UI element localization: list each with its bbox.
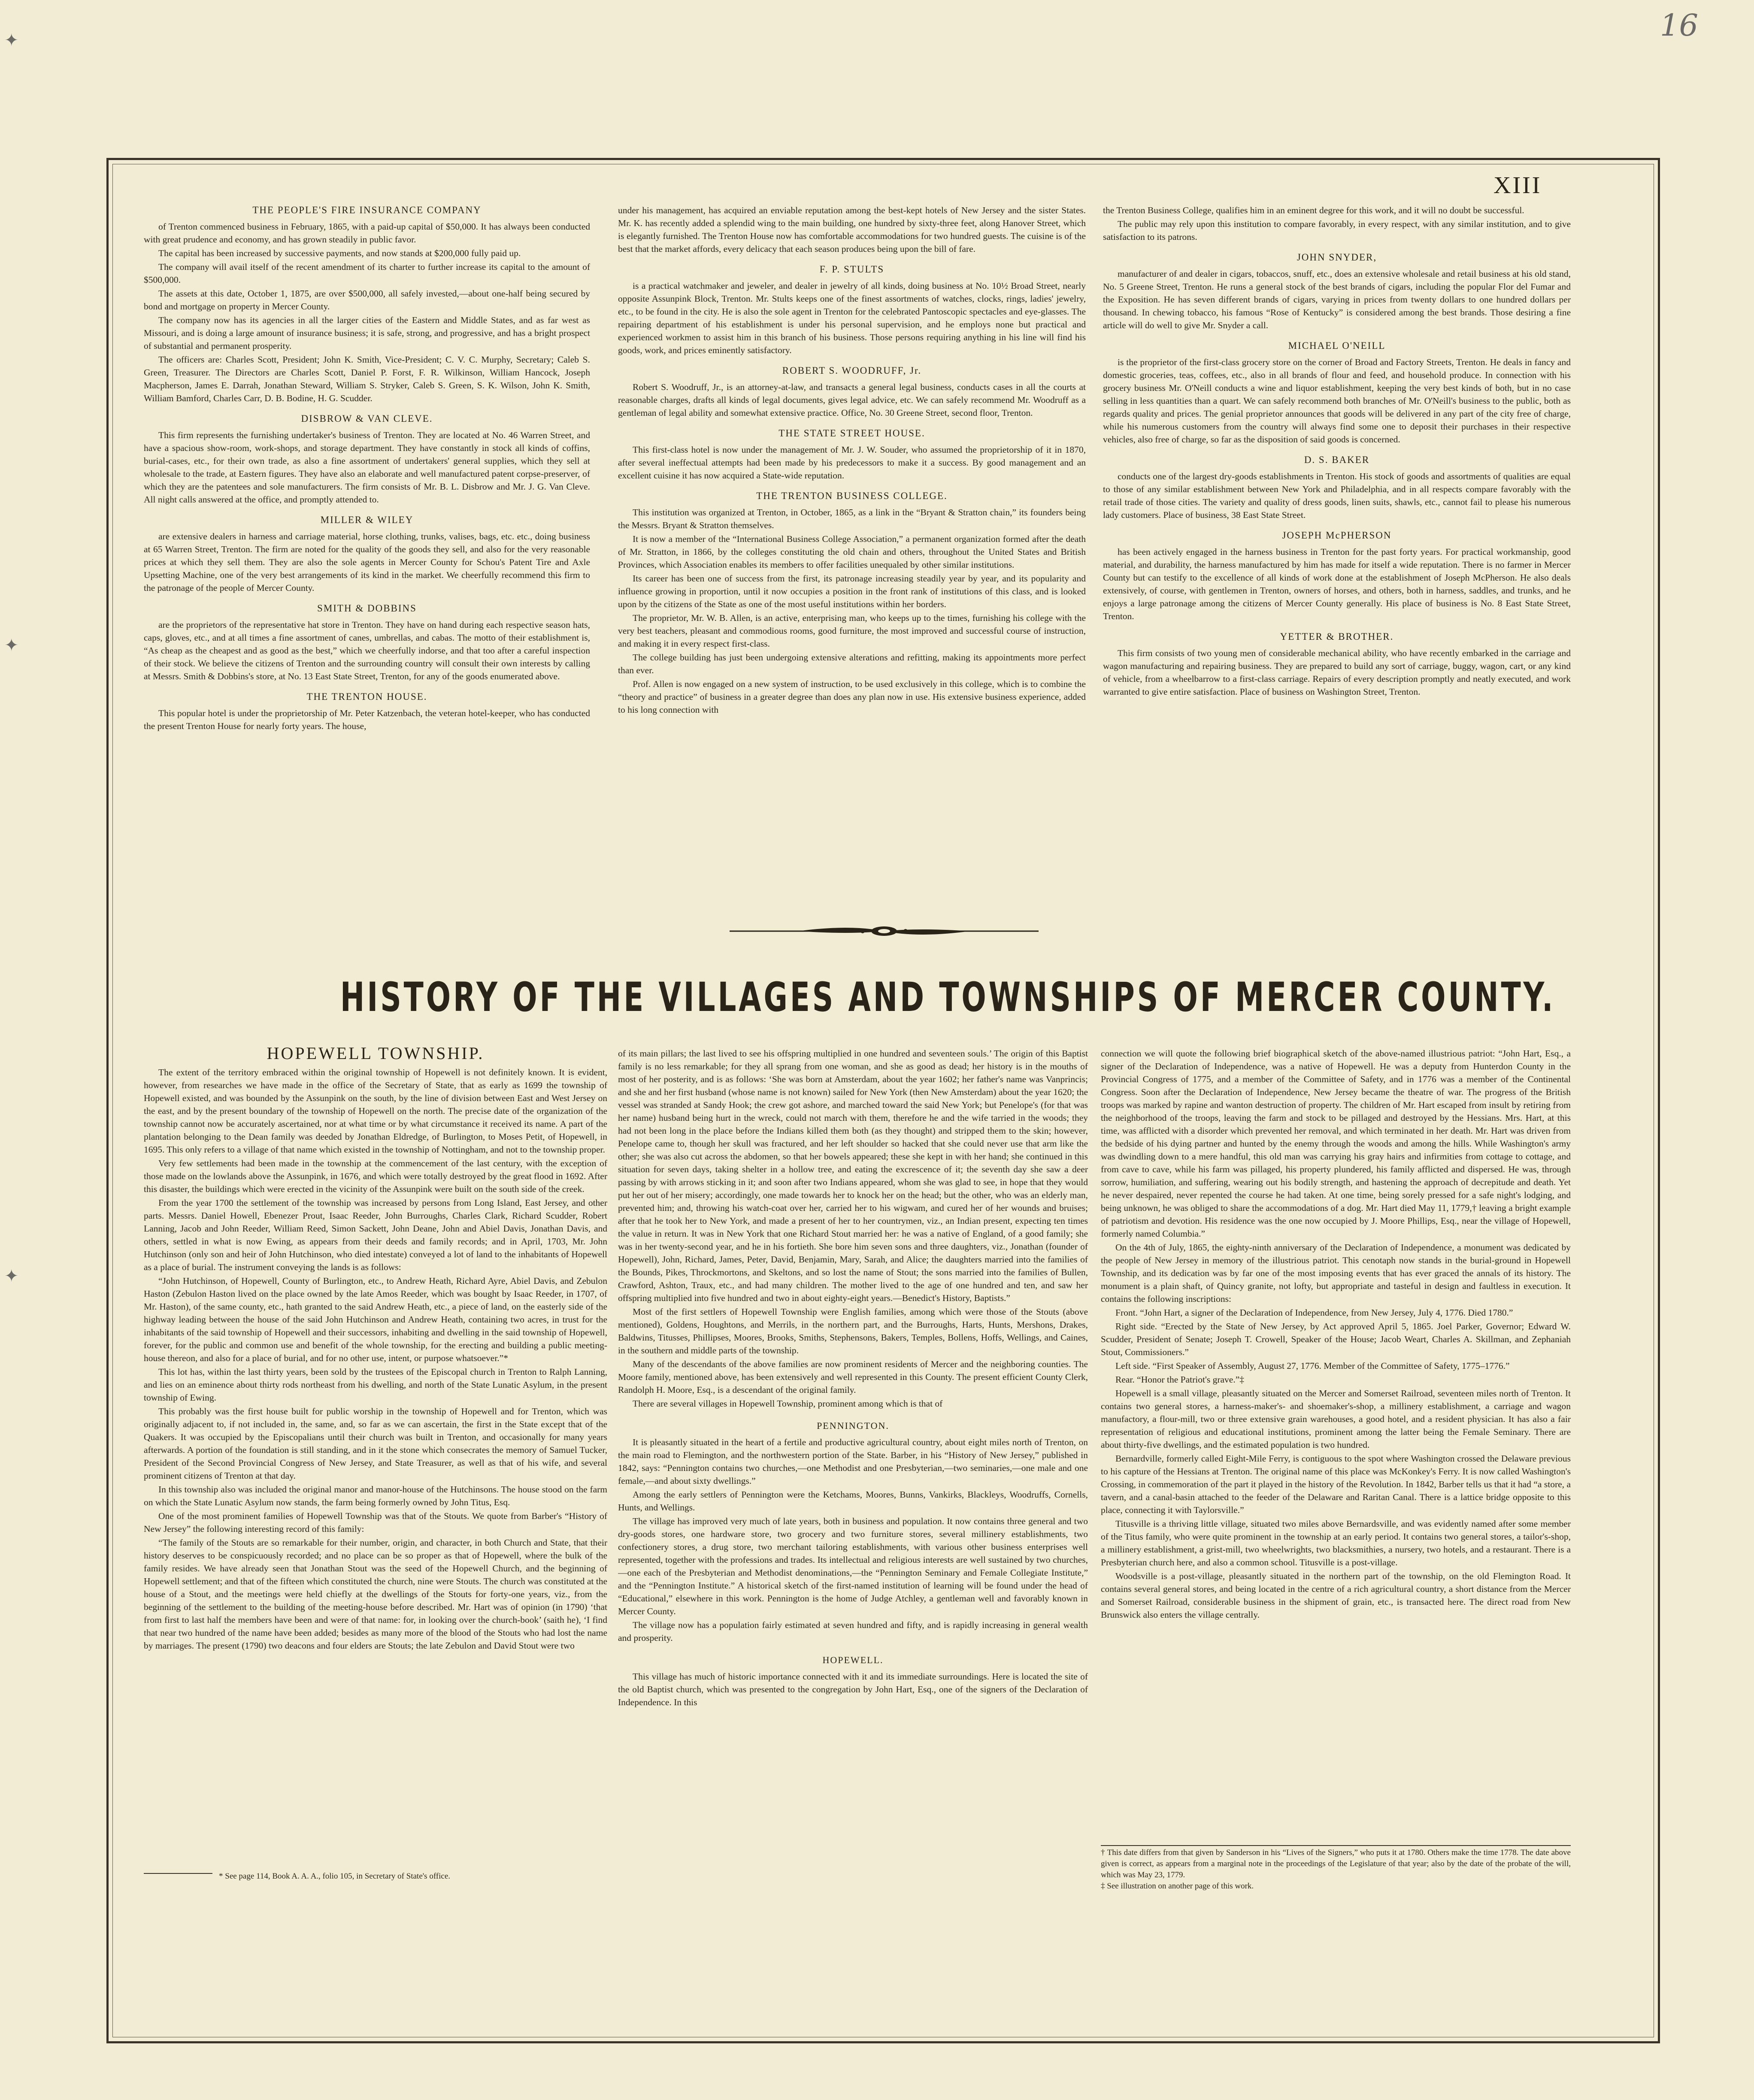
section-heading: D. S. BAKER — [1304, 454, 1370, 465]
history-column-3 — [1101, 1047, 1571, 1837]
footnote: ‡ See illustration on another page of this work. — [1101, 1882, 1254, 1891]
corner-mark: ✦ — [4, 30, 19, 50]
section-heading: MILLER & WILEY — [320, 514, 414, 525]
paragraph: Titusville is a thriving little village, situated two miles above Bernardsville, and was evidently named after some member of the Titus family, who were quite prominent in the township at an early period. It contains two general stores, a tailor's-shop, a millinery establishment, a grist-mill, two wheelwrights, two blacksmithies, a nursery, two hotels, and a restaurant. There is a Presbyterian church here, and also a common school. Titusville is a post-village. — [1101, 1519, 1571, 1567]
paragraph: This first-class hotel is now under the management of Mr. J. W. Souder, who assumed the proprietorship of it in 1870, after several ineffectual attempts had been made by his predecessors to make it a success. By good management and an excellent cuisine it has now acquired a State-wide reputation. — [618, 445, 1086, 481]
paragraph: The village now has a population fairly estimated at seven hundred and fifty, and is rapidly increasing in general wealth and prosperity. — [618, 1620, 1088, 1643]
paragraph: This firm consists of two young men of considerable mechanical ability, who have recently embarked in the carriage and wagon manufacturing and repairing business. They are prepared to build any sort of carriage, buggy, wagon, cart, or any kind of vehicle, from a wheelbarrow to a first-class carriage. Repairs of every description promptly and neatly executed, and work warranted to give entire satisfaction. Place of business on Washington Street, Trenton. — [1103, 648, 1571, 697]
paragraph: Very few settlements had been made in the township at the commencement of the last century, with the exception of those made on the lowlands above the Assunpink, in 1676, and which were totally destroyed by the great flood in 1692. After this disaster, the buildings which were erected in the vicinity of the Assunpink were built on the south side of the creek. — [144, 1158, 607, 1194]
paragraph: The assets at this date, October 1, 1875, are over $500,000, all safely invested,—about one-half being secured by bond and mortgage on property in Mercer County. — [144, 288, 590, 312]
paragraph: Prof. Allen is now engaged on a new system of instruction, to be used exclusively in this college, which is to combine the “theory and practice” of business in a greater degree than does any plan now in use. His extensive business experience, added to his long connection with — [618, 679, 1086, 715]
edge-mark: ✦ — [4, 1266, 19, 1286]
paragraph: “John Hutchinson, of Hopewell, County of Burlington, etc., to Andrew Heath, Richard Ayre, Abiel Davis, and Zebulon Haston (Zebulon Haston lived on the place owned by the late Amos Reeder, which was bought by Isaac Reeder, in 1707, of Mr. Haston), of the same county, etc., hath granted to the said Andrew Heath, etc., a piece of land, on the easterly side of the highway leading between the house of the said John Hutchinson and Andrew Heath, containing two acres, in trust for the inhabitants of the said township of Hopewell and their successors, inhabiting and dwelling in the said township of Hopewell, forever, for the public and common use and benefit of the whole township, for the erecting and building a public meeting-house thereon, and also for a place of burial, and for no other use, intent, or purpose whatsoever.”* — [144, 1276, 607, 1363]
village-heading: HOPEWELL. — [822, 1655, 884, 1665]
paragraph: Its career has been one of success from the first, its patronage increasing steadily year by year, and its popularity and influence growing in proportion, until it now occupies a position in the front rank of institutions of this class, and is looked upon by the citizens of the State as one of the most useful institutions within her borders. — [618, 573, 1086, 609]
footnote: † This date differs from that given by Sanderson in his “Lives of the Signers,” who puts it at 1780. Others make the time 1778. The date above given is correct, as appears from a marginal note in the proceedings of the Legislature of that year; also by the date of the probate of the will, which was May 23, 1779. — [1101, 1848, 1571, 1879]
page-number: XIII — [1493, 172, 1542, 199]
paragraph: is the proprietor of the first-class grocery store on the corner of Broad and Factory Streets, Trenton. He deals in fancy and domestic groceries, teas, coffees, etc., also in all brands of flour and feed, and household produce. In connection with his grocery business Mr. O'Neill conducts a wine and liquor establishment, keeping the very best kinds of both, but in no case selling in less quantities than a quart. We can safely recommend both branches of Mr. O'Neill's business to the public, both as regards quality and prices. The genial proprietor announces that goods will be delivered in any part of the city free of charge, while his numerous customers from the country will always find some one to deposit their purchases in their respective vehicles, also free of charge, so far as the disposition of said goods is concerned. — [1103, 357, 1571, 445]
section-heading: MICHAEL O'NEILL — [1288, 340, 1386, 351]
paragraph: Robert S. Woodruff, Jr., is an attorney-at-law, and transacts a general legal business, conducts cases in all the courts at reasonable charges, drafts all kinds of legal documents, gives legal advice, etc. We can safely recommend Mr. Woodruff as a gentleman of legal ability and somewhat extensive practice. Office, No. 30 Greene Street, second floor, Trenton. — [618, 382, 1086, 418]
paragraph: The extent of the territory embraced within the original township of Hopewell is not definitely known. It is evident, however, from researches we have made in the office of the Secretary of State, that as early as 1699 the township of Hopewell existed, and was bounded by the Assunpink on the south, by the line of division between East and West Jersey on the east, and by the present boundary of the township of Hopewell on the north. The precise date of the organization of the township cannot now be accurately ascertained, nor at what time or by what circumstance it received its name. A part of the plantation belonging to the Dean family was deeded by Jonathan Eldredge, of Burlington, to Moses Petit, of Hopewell, in 1695. This only refers to a village of that name which existed in the township of Nottingham, and not to the township proper. — [144, 1067, 607, 1155]
paragraph: the Trenton Business College, qualifies him in an eminent degree for this work, and it will no doubt be successful. — [1103, 205, 1524, 215]
business-column-3 — [1103, 204, 1571, 912]
paragraph: are extensive dealers in harness and carriage material, horse clothing, trunks, valises, bags, etc. etc., doing business at 65 Warren Street, Trenton. The firm are noted for the quality of the goods they sell, and also for the very reasonable prices at which they sell them. They are also the sole agents in Mercer County for Schou's Patent Tire and Axle Upsetting Machine, one of the very best arrangements of its kind in the market. We cheerfully recommend this firm to the patronage of the people of Mercer County. — [144, 531, 590, 593]
section-heading: DISBROW & VAN CLEVE. — [301, 413, 433, 424]
paragraph: connection we will quote the following brief biographical sketch of the above-named illustrious patriot: “John Hart, Esq., a signer of the Declaration of Independence, was a native of Hopewell. He was a deputy from Hunterdon County in the Provincial Congress of 1775, and a member of the Committee of Safety, and in 1776 was a member of the Continental Congress. Soon after the Declaration of Independence, New Jersey became the theatre of war. The progress of the British troops was marked by rapine and wanton destruction of property. The children of Mr. Hart escaped from insult by retiring from the neighborhood of the troops, leaving the farm and stock to be pillaged and destroyed by the Hessians. Mrs. Hart, at this time, was afflicted with a disorder which prevented her removal, and which terminated in her death. Mr. Hart was driven from the bedside of his dying partner and hunted by the enemy through the woods and among the hills. While Washington's army was dwindling down to a mere handful, this old man was carrying his gray hairs and infirmities from cottage to cottage, and from cave to cave, while his farm was pillaged, his property plundered, his family afflicted and dispersed. He was, through sorrow, humiliation, and suffering, wearing out his bodily strength, and hastening the approach of decrepitude and death. Yet he never despaired, never repented the course he had taken. At one time, being sorely pressed for a safe night's lodging, and being unknown, he was obliged to share the accommodations of a dog. Mr. Hart died May 11, 1779,† leaving a bright example of patriotism and devotion. His residence was the one now occupied by J. Moore Phillips, Esq., near the village of Hopewell, formerly named Columbia.” — [1101, 1048, 1571, 1239]
history-column-2 — [618, 1047, 1088, 1892]
paragraph: Right side. “Erected by the State of New Jersey, by Act approved April 5, 1865. Joel Parker, Governor; Edward W. Scudder, President of Senate; Joseph T. Crowell, Speaker of the House; Jacob Weart, Charles A. Skillman, and Zephaniah Stout, Commissioners.” — [1101, 1321, 1571, 1357]
village-heading: PENNINGTON. — [817, 1420, 889, 1431]
paragraph: The public may rely upon this institution to compare favorably, in every respect, with any similar institution, and to give satisfaction to its patrons. — [1103, 219, 1571, 242]
paragraph: of Trenton commenced business in February, 1865, with a paid-up capital of $50,000. It has always been conducted with great prudence and economy, and has grown steadily in public favor. — [144, 221, 590, 245]
footnote-1: * See page 114, Book A. A. A., folio 105, in Secretary of State's office. — [219, 1872, 451, 1881]
section-heading: ROBERT S. WOODRUFF, Jr. — [782, 365, 922, 376]
paragraph: The capital has been increased by successive payments, and now stands at $200,000 fully paid up. — [158, 248, 521, 258]
paragraph: Woodsville is a post-village, pleasantly situated in the northern part of the township, on the old Flemington Road. It contains several general stores, and being located in the centre of a rich agricultural country, a short distance from the Mercer and Somerset Railroad, considerable business in the shipment of grain, etc., is transacted here. The direct road from New Brunswick also enters the village centrally. — [1101, 1571, 1571, 1620]
paragraph: This probably was the first house built for public worship in the township of Hopewell and for Trenton, which was originally adjacent to, if not included in, the same, and, so far as we can ascertain, the first in the State except that of the Quakers. It was occupied by the Episcopalians until their church was built in Trenton, and occasionally for many years afterwards. A portion of the foundation is still standing, and in it the stone which consecrates the memory of Samuel Tucker, President of the Second Provincial Congress of New Jersey, and State Treasurer, as well as that of his wife, and several prominent citizens of Trenton at that day. — [144, 1406, 607, 1481]
paragraph: This village has much of historic importance connected with it and its immediate surroundings. Here is located the site of the old Baptist church, which was presented to the congregation by John Hart, Esq., one of the signers of the Declaration of Independence. In this — [618, 1671, 1088, 1707]
paragraph: On the 4th of July, 1865, the eighty-ninth anniversary of the Declaration of Independence, a monument was dedicated by the people of New Jersey in memory of the illustrious patriot. This cenotaph now stands in the burial-ground in Hopewell Township, and its dedication was by far one of the most imposing events that has ever graced the annals of its history. The monument is a plain shaft, of Quincy granite, not lofty, but appropriate and tasteful in design and faultless in execution. It contains the following inscriptions: — [1101, 1242, 1571, 1304]
business-column-1 — [144, 204, 590, 912]
paragraph: This institution was organized at Trenton, in October, 1865, as a link in the “Bryant & Stratton chain,” its founders being the Messrs. Bryant & Stratton themselves. — [618, 507, 1086, 530]
footnote-rule-3 — [1101, 1845, 1571, 1846]
paragraph: “The family of the Stouts are so remarkable for their number, origin, and character, in both Church and State, that their history deserves to be conspicuously recorded; and no place can be so proper as that of Hopewell, where the bulk of the family resides. We have already seen that Jonathan Stout was the seed of the Hopewell Church, and the beginning of Hopewell settlement; and that of the fifteen which constituted the church, nine were Stouts. The church was constituted at the house of a Stout, and the meetings were held chiefly at the dwellings of the Stouts for forty-one years, viz., from the beginning of the settlement to the building of the meeting-house before described. Mr. Hart was of opinion (in 1790) ‘that from first to last half the members have been and were of that name: for, in looking over the church-book’ (saith he), ‘I find that near two hundred of the name have been added; besides as many more of the blood of the Stouts who had lost the name by marriages. The present (1790) two deacons and four elders are Stouts; the late Zebulon and David Stout were two — [144, 1537, 607, 1651]
paragraph: It is now a member of the “International Business College Association,” a permanent organization formed after the death of Mr. Stratton, in 1866, by the colleges constituting the old chain and others, throughout the United States and British Provinces, which Association enables its members to offer facilities unequaled by other similar institutions. — [618, 534, 1086, 570]
paragraph: The village has improved very much of late years, both in business and population. It now contains three general and two dry-goods stores, one hardware store, two grocery and two furniture stores, several millinery establishments, two confectionery stores, a drug store, two merchant tailoring establishments, with various other business enterprises well represented, together with the professions and trades. Its intellectual and religious interests are well sustained by two churches,—one each of the Presbyterian and Methodist denominations,—the “Pennington Seminary and Female Collegiate Institute,” and the “Pennington Institute.” A historical sketch of the first-named institution of learning will be found under the head of “Educational,” elsewhere in this work. Pennington is the home of Judge Atchley, a gentleman well and favorably known in Mercer County. — [618, 1516, 1088, 1616]
paragraph: Front. “John Hart, a signer of the Declaration of Independence, from New Jersey, July 4, 1776. Died 1780.” — [1115, 1307, 1513, 1318]
township-heading: HOPEWELL TOWNSHIP. — [267, 1047, 485, 1063]
paragraph: The college building has just been undergoing extensive alterations and refitting, making its appointments more perfect than ever. — [618, 652, 1086, 675]
paragraph: It is pleasantly situated in the heart of a fertile and productive agricultural country, about eight miles north of Trenton, on the main road to Flemington, and the northwestern portion of the State. Barber, in his “History of New Jersey,” published in 1842, says: “Pennington contains two churches,—one Methodist and one Presbyterian,—two seminaries,—one male and one female,—and about sixty dwellings.” — [618, 1437, 1088, 1486]
paragraph: conducts one of the largest dry-goods establishments in Trenton. His stock of goods and assortments of qualities are equal to those of any similar establishment between New York and Philadelphia, and in all respects compare favorably with the retail trade of those cities. The variety and quality of dress goods, linen suits, shawls, etc., cannot fail to please his numerous lady customers. Place of business, 38 East State Street. — [1103, 471, 1571, 520]
paragraph: Many of the descendants of the above families are now prominent residents of Mercer and the neighboring counties. The Moore family, mentioned above, has been extensively and well represented in this County. The present efficient County Clerk, Randolph H. Moore, Esq., is a descendant of the original family. — [618, 1359, 1088, 1395]
paragraph: Bernardville, formerly called Eight-Mile Ferry, is contiguous to the spot where Washington crossed the Delaware previous to his capture of the Hessians at Trenton. The original name of this place was McKonkey's Ferry. It is now called Washington's Crossing, in commemoration of the part it played in the history of the Revolution. In 1842, Barber tells us that it had “a store, a tavern, and a canal-basin attached to the feeder of the Delaware and Raritan Canal. There is a lattice bridge opposite to this place, connecting it with Taylorsville.” — [1101, 1453, 1571, 1515]
paragraph: The officers are: Charles Scott, President; John K. Smith, Vice-President; C. V. C. Murphy, Secretary; Caleb S. Green, Treasurer. The Directors are Charles Scott, Daniel P. Forst, F. R. Wilkinson, William Hancock, Joseph Macpherson, James E. Darrah, Jonathan Steward, William S. Stryker, Caleb S. Green, S. K. Wilson, John K. Smith, William Bamford, Charles Carr, D. B. Bodine, H. G. Scudder. — [144, 354, 590, 403]
paragraph: of its main pillars; the last lived to see his offspring multiplied in one hundred and seventeen souls.’ The origin of this Baptist family is no less remarkable; for they all sprang from one woman, and she as good as dead; her history is in the mouths of most of her posterity, and is as follows: ‘She was born at Amsterdam, about the year 1602; her father's name was Vanprincis; and she and her first husband (whose name is not known) sailed for New York (then New Amsterdam) about the year 1620; the vessel was stranded at Sandy Hook; the crew got ashore, and marched toward the said New York; but Penelope's (for that was her name) husband being hurt in the wreck, could not march with them, therefore he and the wife tarried in the woods; they had not been long in the place before the Indians killed them both (as they thought) and stripped them to the skin; however, Penelope came to, though her skull was fractured, and her left shoulder so hacked that she could never use that arm like the other; she was also cut across the abdomen, so that her bowels appeared; these she kept in with her hand; she continued in this situation for seven days, taking shelter in a hollow tree, and eating the excrescence of it; the seventh day she saw a deer passing by with arrows sticking in it; and soon after two Indians appeared, whom she was glad to see, in hope that they would put her out of her misery; accordingly, one made towards her to knock her on the head; but the other, who was an elderly man, prevented him; and, throwing his watch-coat over her, carried her to his wigwam, and cured her of her wounds and bruises; after that he took her to New York, and made a present of her to her countrymen, viz., an Indian present, expecting ten times the value in return. It was in New York that one Richard Stout married her: he was a native of England, of a good family; she was in her twenty-second year, and he in his fortieth. She bore him seven sons and three daughters, viz., Jonathan (founder of Hopewell), John, Richard, James, Peter, David, Benjamin, Mary, Sarah, and Alice; the daughters married into the families of the Bounds, Pikes, Throckmortons, and Skeltons, and so lost the name of Stout; the sons married into the families of Bullen, Crawford, Ashton, Traux, etc., and had many children. The mother lived to the age of one hundred and ten, and saw her offspring multiplied into five hundred and two in about eighty-eight years.—Benedict's History, Baptists.” — [618, 1048, 1088, 1303]
section-heading: SMITH & DOBBINS — [317, 603, 417, 614]
main-title: HISTORY OF THE VILLAGES AND TOWNSHIPS OF MERCER COUNTY. — [340, 974, 1556, 1021]
paragraph: This firm represents the furnishing undertaker's business of Trenton. They are located at No. 46 Warren Street, and have a spacious show-room, work-shops, and storage department. They have constantly in stock all kinds of coffins, burial-cases, etc., for their own trade, as also a fine assortment of undertakers' general supplies, which they sell at wholesale to the trade, at Eastern figures. They have also an elaborate and well manufactured patent corpse-preserver, of which they are the patentees and sole manufacturers. The firm consists of Mr. B. L. Disbrow and Mr. J. G. Van Cleve. All night calls answered at the office, and promptly attended to. — [144, 430, 590, 505]
paragraph: Among the early settlers of Pennington were the Ketchams, Moores, Bunns, Vankirks, Blackleys, Woodruffs, Cornells, Hunts, and Wellings. — [618, 1489, 1088, 1513]
paragraph: are the proprietors of the representative hat store in Trenton. They have on hand during each respective season hats, caps, gloves, etc., and at all times a fine assortment of canes, umbrellas, and cabas. The motto of their establishment is, “As cheap as the cheapest and as good as the best,” which we cheerfully indorse, and that too after a careful inspection of their stock. We believe the citizens of Trenton and the surrounding country will consult their own interests by calling at Messrs. Smith & Dobbins's store, at No. 13 East State Street, Trenton, for any of the goods enumerated above. — [144, 620, 590, 681]
paragraph: There are several villages in Hopewell Township, prominent among which is that of — [633, 1398, 943, 1409]
footnote-rule-1 — [144, 1873, 212, 1874]
paragraph: is a practical watchmaker and jeweler, and dealer in jewelry of all kinds, doing business at No. 10½ Broad Street, nearly opposite Assunpink Block, Trenton. Mr. Stults keeps one of the finest assortments of watches, clocks, rings, ladies' jewelry, etc., to be found in the city. He is also the sole agent in Trenton for the celebrated Pantoscopic spectacles and eye-glasses. The repairing department of his establishment is under his personal supervision, and he employs none but practical and experienced workmen to assist him in this branch of his business. Those persons requiring anything in his line will find his goods, work, and prices eminently satisfactory. — [618, 281, 1086, 355]
business-column-2 — [618, 204, 1086, 912]
history-column-1 — [144, 1047, 607, 1841]
paragraph: From the year 1700 the settlement of the township was increased by persons from Long Island, East Jersey, and other parts. Messrs. Daniel Howell, Ebenezer Prout, Isaac Reeder, John Burroughs, Charles Clark, Richard Scudder, Robert Lanning, Jacob and John Reeder, William Reed, Simon Sackett, John Deane, John and Abiel Davis, Jonathan Davis, and others, settled in what is now Ewing, as appears from their deeds and family records; and in April, 1703, Mr. John Hutchinson (only son and heir of John Hutchinson, who died intestate) conveyed a lot of land to the inhabitants of Hopewell as a place of burial. The instrument conveying the lands is as follows: — [144, 1198, 607, 1272]
section-heading: JOSEPH McPHERSON — [1282, 530, 1392, 541]
section-heading: THE TRENTON BUSINESS COLLEGE. — [756, 490, 948, 501]
paragraph: The company will avail itself of the recent amendment of its charter to further increase its capital to the amount of $500,000. — [144, 262, 590, 285]
pencil-page-mark: 16 — [1660, 8, 1698, 43]
footnotes-3 — [1101, 1847, 1571, 1892]
section-heading: YETTER & BROTHER. — [1280, 631, 1394, 642]
paragraph: The company now has its agencies in all the larger cities of the Eastern and Middle States, and as far west as Missouri, and is doing a large amount of insurance business; it is safe, strong, and progressive, and has a bright prospect of substantial and permanent prosperity. — [144, 315, 590, 351]
section-heading: THE STATE STREET HOUSE. — [779, 428, 925, 439]
edge-mark: ✦ — [4, 635, 19, 655]
paragraph: Most of the first settlers of Hopewell Township were English families, among which were those of the Stouts (above mentioned), Goldens, Houghtons, and Merrils, in the northern part, and the Burroughs, Harts, Hunts, Mershons, Drakes, Baldwins, Titusses, Phillipses, Moores, Brooks, Smiths, Stephensons, Bakers, Temples, Bollens, Hoffs, Wellings, and Caines, in the southern and middle parts of the township. — [618, 1307, 1088, 1356]
section-heading: F. P. STULTS — [819, 264, 885, 275]
paragraph: Rear. “Honor the Patriot's grave.”‡ — [1115, 1374, 1245, 1385]
paragraph: This popular hotel is under the proprietorship of Mr. Peter Katzenbach, the veteran hotel-keeper, who has conducted the present Trenton House for nearly forty years. The house, — [144, 708, 590, 731]
paragraph: manufacturer of and dealer in cigars, tobaccos, snuff, etc., does an extensive wholesale and retail business at his old stand, No. 5 Greene Street, Trenton. He runs a general stock of the best brands of cigars, including the popular Flor del Fumar and the Exposition. He has seven different brands of cigars, varying in prices from twenty dollars to one hundred dollars per thousand. In chewing tobacco, his famous “Rose of Kentucky” is considered among the best brands. Those desiring a fine article will do well to give Mr. Snyder a call. — [1103, 269, 1571, 330]
ornamental-divider — [721, 923, 1047, 940]
paragraph: In this township also was included the original manor and manor-house of the Hutchinsons. The house stood on the farm on which the State Lunatic Asylum now stands, the farm being formerly owned by John Titus, Esq. — [144, 1484, 607, 1507]
paragraph: The proprietor, Mr. W. B. Allen, is an active, enterprising man, who keeps up to the times, furnishing his college with the very best teachers, pleasant and commodious rooms, good furniture, the most improved and successful course of instruction, and making it in every respect first-class. — [618, 613, 1086, 649]
paragraph: has been actively engaged in the harness business in Trenton for the past forty years. For practical workmanship, good material, and durability, the harness manufactured by him has made for itself a wide reputation. There is no farmer in Mercer County but can testify to the excellence of all kinds of work done at the establishment of Joseph McPherson. He also deals extensively, of course, with gentlemen in Trenton, owners of horses, and others, both in harness, saddles, and trunks, and he enjoys a large patronage among the citizens of Mercer County generally. His place of business is No. 8 East State Street, Trenton. — [1103, 547, 1571, 621]
paragraph: Hopewell is a small village, pleasantly situated on the Mercer and Somerset Railroad, seventeen miles north of Trenton. It contains two general stores, a harness-maker's- and shoemaker's-shop, a millinery establishment, a carriage and wagon manufactory, a flour-mill, two or three extensive grain warehouses, a good hotel, and a resident physician. It has also a fair representation of religious and educational institutions, prominent among the latter being the Female Seminary. There are about thirty-five dwellings, and the estimated population is two hundred. — [1101, 1388, 1571, 1450]
section-heading: JOHN SNYDER, — [1297, 252, 1377, 263]
paragraph: under his management, has acquired an enviable reputation among the best-kept hotels of New Jersey and the sister States. Mr. K. has recently added a splendid wing to the main building, one hundred by sixty-three feet, along Hanover Street, which is elegantly furnished. The Trenton House now has comfortable accommodations for two hundred guests. The cuisine is of the best that the market affords, every delicacy that each season produces being upon the bill of fare. — [618, 205, 1086, 254]
paragraph: Left side. “First Speaker of Assembly, August 27, 1776. Member of the Committee of Safety, 1775–1776.” — [1115, 1361, 1510, 1371]
paragraph: One of the most prominent families of Hopewell Township was that of the Stouts. We quote from Barber's “History of New Jersey” the following interesting record of this family: — [144, 1511, 607, 1534]
section-heading: THE PEOPLE'S FIRE INSURANCE COMPANY — [252, 205, 482, 215]
section-heading: THE TRENTON HOUSE. — [306, 691, 427, 702]
paragraph: This lot has, within the last thirty years, been sold by the trustees of the Episcopal church in Trenton to Ralph Lanning, and lies on an eminence about thirty rods northeast from his dwelling, and north of the State Lunatic Asylum, in the present township of Ewing. — [144, 1367, 607, 1403]
